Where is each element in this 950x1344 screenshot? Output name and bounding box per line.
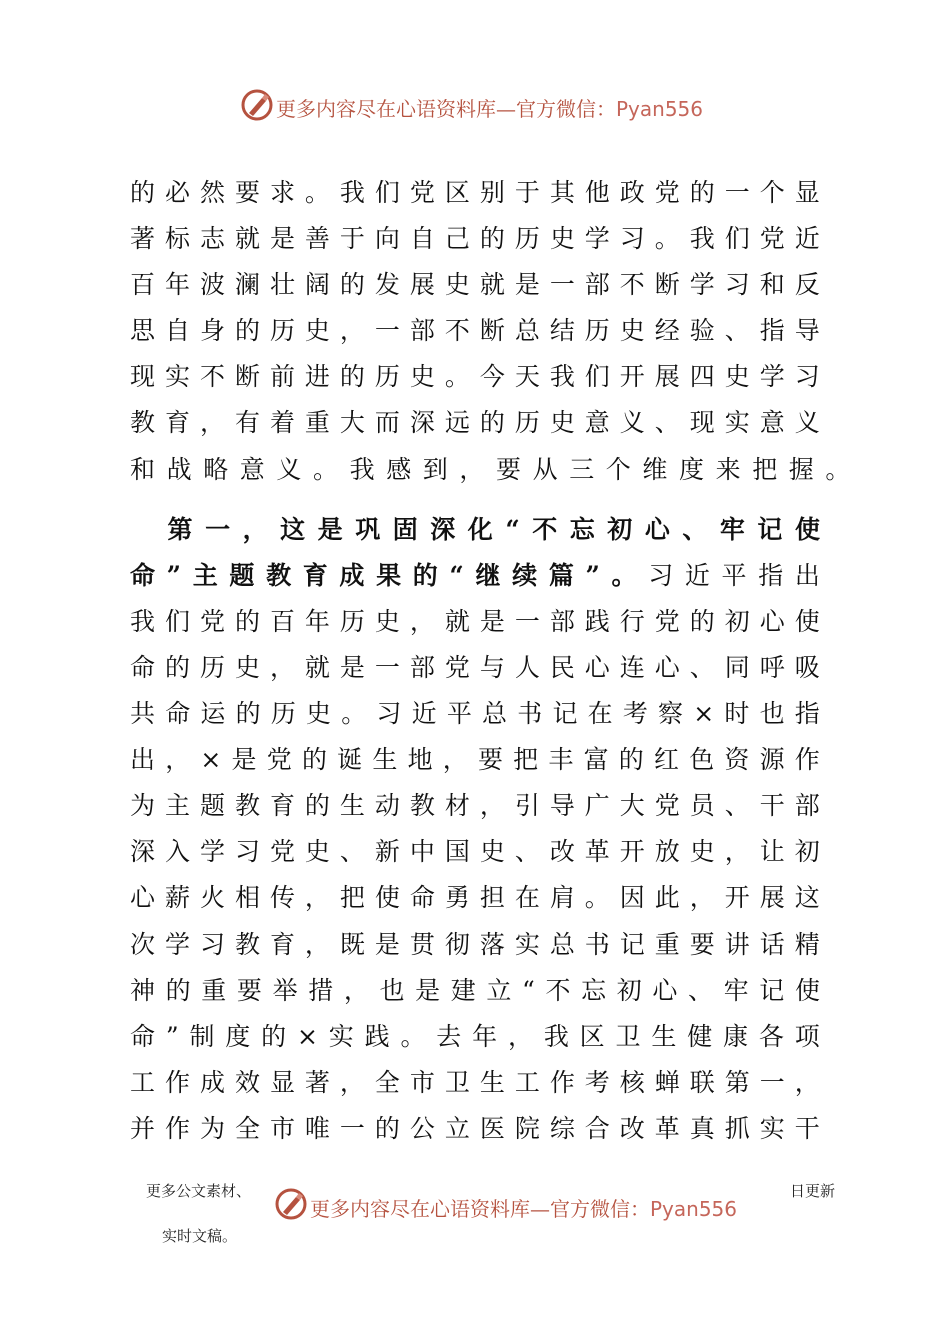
heading-line: 第 一 ， 这 是 巩 固 深 化 “ 不 忘 初 心 、 牢 记 使 <box>167 514 820 544</box>
text-line: 百 年 波 澜 壮 阔 的 发 展 史 就 是 一 部 不 断 学 习 和 反 <box>130 270 820 300</box>
footer-watermark <box>310 1193 737 1222</box>
footer-wechat-label: 官方微信： <box>550 1197 650 1221</box>
text-line: 深 入 学 习 党 史 、 新 中 国 史 、 改 革 开 放 史 ， 让 初 <box>130 837 820 867</box>
text-line: 现 实 不 断 前 进 的 历 史 。 今 天 我 们 开 展 四 史 学 习 <box>130 362 820 392</box>
text-line: 命 ” 制 度 的 × 实 践 。 去 年 ， 我 区 卫 生 健 康 各 项 <box>130 1021 820 1051</box>
footer-note-left: 更多公文素材、 <box>146 1182 252 1200</box>
footer-separator: — <box>530 1197 550 1221</box>
text-line: 神 的 重 要 举 措 ， 也 是 建 立 “ 不 忘 初 心 、 牢 记 使 <box>130 975 820 1005</box>
text-line: 的 必 然 要 求 。 我 们 党 区 别 于 其 他 政 党 的 一 个 显 <box>130 178 820 207</box>
brand-logo-icon <box>274 1187 308 1221</box>
text-line: 共 命 运 的 历 史 。 习 近 平 总 书 记 在 考 察 × 时 也 指 <box>130 699 820 729</box>
text-line: 著 标 志 就 是 善 于 向 自 己 的 历 史 学 习 。 我 们 党 近 <box>130 224 820 254</box>
header-wechat-id: Pyan556 <box>616 97 704 121</box>
footer-wechat-id: Pyan556 <box>650 1197 738 1221</box>
text-line: 工 作 成 效 显 著 ， 全 市 卫 生 工 作 考 核 蝉 联 第 一 ， <box>130 1067 820 1097</box>
header-wechat-label: 官方微信： <box>516 97 616 121</box>
header-watermark <box>276 93 703 122</box>
text-line: 出 ， × 是 党 的 诞 生 地 ， 要 把 丰 富 的 红 色 资 源 作 <box>130 745 820 775</box>
brand-logo-icon <box>240 88 274 122</box>
mixed-line: 命 ” 主 题 教 育 成 果 的 “ 继 续 篇 ” 。 习 近 平 指 出 <box>130 560 820 590</box>
header-separator: — <box>496 97 516 121</box>
header-brand: 更多内容尽在心语资料库 <box>276 97 496 121</box>
document-body <box>130 170 863 1152</box>
text-line: 并 作 为 全 市 唯 一 的 公 立 医 院 综 合 改 革 真 抓 实 干 <box>130 1113 820 1143</box>
text-line: 心 薪 火 相 传 ， 把 使 命 勇 担 在 肩 。 因 此 ， 开 展 这 <box>130 883 820 913</box>
footer-brand: 更多内容尽在心语资料库 <box>310 1197 530 1221</box>
text-line: 思 自 身 的 历 史 ， 一 部 不 断 总 结 历 史 经 验 、 指 导 <box>130 316 820 346</box>
paragraph-1 <box>130 170 863 493</box>
paragraph-2 <box>130 507 820 1152</box>
text-line: 为 主 题 教 育 的 生 动 教 材 ， 引 导 广 大 党 员 、 干 部 <box>130 791 820 821</box>
text-line: 次 学 习 教 育 ， 既 是 贯 彻 落 实 总 书 记 重 要 讲 话 精 <box>130 929 820 959</box>
text-line: 和战略意义。我感到，要从三个维度来把握。 <box>130 454 863 484</box>
text-line: 命 的 历 史 ， 就 是 一 部 党 与 人 民 心 连 心 、 同 呼 吸 <box>130 652 820 682</box>
text-line: 我 们 党 的 百 年 历 史 ， 就 是 一 部 践 行 党 的 初 心 使 <box>130 606 820 636</box>
text-line: 教 育 ， 有 着 重 大 而 深 远 的 历 史 意 义 、 现 实 意 义 <box>130 408 820 438</box>
footer-note-right: 日更新 <box>790 1182 836 1200</box>
footer-note-second-line: 实时文稿。 <box>162 1227 238 1245</box>
